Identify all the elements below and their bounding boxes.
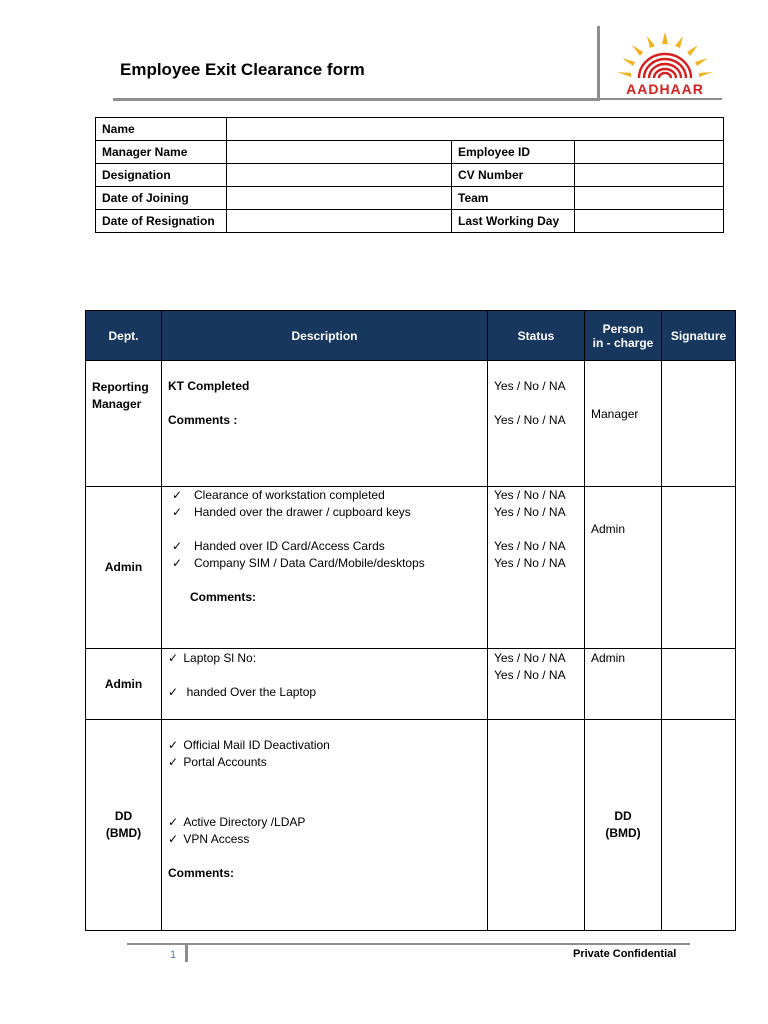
checkmark-icon: ✓ <box>172 488 183 502</box>
dept-header: Dept. <box>86 311 162 361</box>
team-label: Team <box>452 187 575 210</box>
status-option[interactable]: Yes / No / NA <box>494 488 566 502</box>
clearance-row-reporting-manager <box>86 361 736 487</box>
name-label: Name <box>96 118 227 141</box>
signature-cell[interactable] <box>662 487 736 649</box>
status-option[interactable]: Yes / No / NA <box>494 505 566 519</box>
clearance-header-row <box>86 311 736 361</box>
date-of-joining-label: Date of Joining <box>96 187 227 210</box>
checklist-item: ✓ Handed over the drawer / cupboard keys <box>172 505 411 519</box>
dept-label-line2: (BMD) <box>105 826 142 840</box>
team-value-field[interactable] <box>575 187 724 210</box>
footer-confidential-label: Private Confidential <box>573 948 677 960</box>
person-cell <box>585 361 662 487</box>
status-option[interactable]: Yes / No / NA <box>494 413 566 427</box>
status-cell <box>488 361 585 487</box>
employee-id-value-field[interactable] <box>575 141 724 164</box>
title-divider <box>113 98 600 101</box>
status-option[interactable]: Yes / No / NA <box>494 539 566 553</box>
checkmark-icon: ✓ <box>168 685 179 699</box>
checkmark-icon: ✓ <box>172 556 183 570</box>
signature-cell[interactable] <box>662 649 736 720</box>
last-working-day-label: Last Working Day <box>452 210 575 233</box>
person-cell <box>585 487 662 649</box>
fingerprint-icon <box>639 54 691 78</box>
cv-number-label: CV Number <box>452 164 575 187</box>
clearance-table <box>85 310 736 931</box>
info-row-name <box>96 118 724 141</box>
person-cell <box>585 649 662 720</box>
kt-completed-item: KT Completed <box>168 379 250 393</box>
name-value-field[interactable] <box>227 118 724 141</box>
manager-name-value-field[interactable] <box>227 141 452 164</box>
designation-label: Designation <box>96 164 227 187</box>
page-number-bar <box>185 944 188 962</box>
description-cell <box>162 720 488 931</box>
description-cell <box>162 361 488 487</box>
comments-label: Comments : <box>168 413 238 427</box>
page-title: Employee Exit Clearance form <box>120 60 365 79</box>
status-header: Status <box>488 311 585 361</box>
checklist-item: ✓ Company SIM / Data Card/Mobile/desktops <box>172 556 425 570</box>
info-row-designation <box>96 164 724 187</box>
date-of-resignation-value-field[interactable] <box>227 210 452 233</box>
clearance-row-admin-laptop <box>86 649 736 720</box>
dept-cell <box>86 720 162 931</box>
checkmark-icon: ✓ <box>168 755 179 769</box>
status-option[interactable]: Yes / No / NA <box>494 651 566 665</box>
cv-number-value-field[interactable] <box>575 164 724 187</box>
comments-label: Comments: <box>190 590 257 604</box>
page-number: 1 <box>170 949 177 961</box>
aadhaar-logo <box>605 30 725 98</box>
person-in-charge-header <box>585 311 662 361</box>
dept-label-line2: Manager <box>92 397 142 411</box>
status-cell[interactable] <box>488 720 585 931</box>
dept-cell: Admin <box>86 487 162 649</box>
person-in-charge: Admin <box>591 651 626 665</box>
checklist-item: ✓ Portal Accounts <box>168 755 267 769</box>
status-option[interactable]: Yes / No / NA <box>494 379 566 393</box>
status-cell <box>488 487 585 649</box>
signature-header: Signature <box>662 311 736 361</box>
person-cell <box>585 720 662 931</box>
date-of-joining-value-field[interactable] <box>227 187 452 210</box>
checkmark-icon: ✓ <box>168 738 179 752</box>
clearance-row-dd-bmd <box>86 720 736 931</box>
footer-divider <box>127 943 690 945</box>
checkmark-icon: ✓ <box>168 815 179 829</box>
person-line1: DD <box>614 809 632 823</box>
dept-cell: Admin <box>86 649 162 720</box>
description-header: Description <box>162 311 488 361</box>
comments-label: Comments: <box>168 866 235 880</box>
checklist-item: ✓ handed Over the Laptop <box>168 685 317 699</box>
checklist-item: ✓ Handed over ID Card/Access Cards <box>172 539 385 553</box>
checklist-item: ✓ Official Mail ID Deactivation <box>168 738 330 752</box>
checklist-item: ✓ Active Directory /LDAP <box>168 815 306 829</box>
logo-divider <box>597 26 600 100</box>
status-option[interactable]: Yes / No / NA <box>494 556 566 570</box>
checkmark-icon: ✓ <box>168 651 179 665</box>
info-row-resignation <box>96 210 724 233</box>
title-divider-extension <box>600 98 722 100</box>
last-working-day-value-field[interactable] <box>575 210 724 233</box>
dept-label-line1: Reporting <box>92 380 149 394</box>
manager-name-label: Manager Name <box>96 141 227 164</box>
svg-text:AADHAAR: AADHAAR <box>626 81 704 97</box>
signature-cell[interactable] <box>662 361 736 487</box>
person-line2: (BMD) <box>605 826 641 840</box>
dept-label-line1: DD <box>114 809 133 823</box>
person-header-line1: Person <box>602 321 644 336</box>
checklist-item: ✓ Clearance of workstation completed <box>172 488 385 502</box>
person-in-charge: Manager <box>591 407 639 421</box>
clearance-row-admin <box>86 487 736 649</box>
status-option[interactable]: Yes / No / NA <box>494 668 566 682</box>
person-in-charge: Admin <box>591 522 626 536</box>
checkmark-icon: ✓ <box>172 539 183 553</box>
signature-cell[interactable] <box>662 720 736 931</box>
employee-id-label: Employee ID <box>452 141 575 164</box>
checkmark-icon: ✓ <box>168 832 179 846</box>
employee-info-table <box>95 117 724 233</box>
checkmark-icon: ✓ <box>172 505 183 519</box>
info-row-joining <box>96 187 724 210</box>
checklist-item: ✓ Laptop Sl No: <box>168 651 257 665</box>
status-cell <box>488 649 585 720</box>
person-header-line2: in - charge <box>592 335 654 350</box>
description-cell <box>162 487 488 649</box>
dept-cell <box>86 361 162 487</box>
designation-value-field[interactable] <box>227 164 452 187</box>
description-cell <box>162 649 488 720</box>
checklist-item: ✓ VPN Access <box>168 832 250 846</box>
info-row-manager <box>96 141 724 164</box>
date-of-resignation-label: Date of Resignation <box>96 210 227 233</box>
